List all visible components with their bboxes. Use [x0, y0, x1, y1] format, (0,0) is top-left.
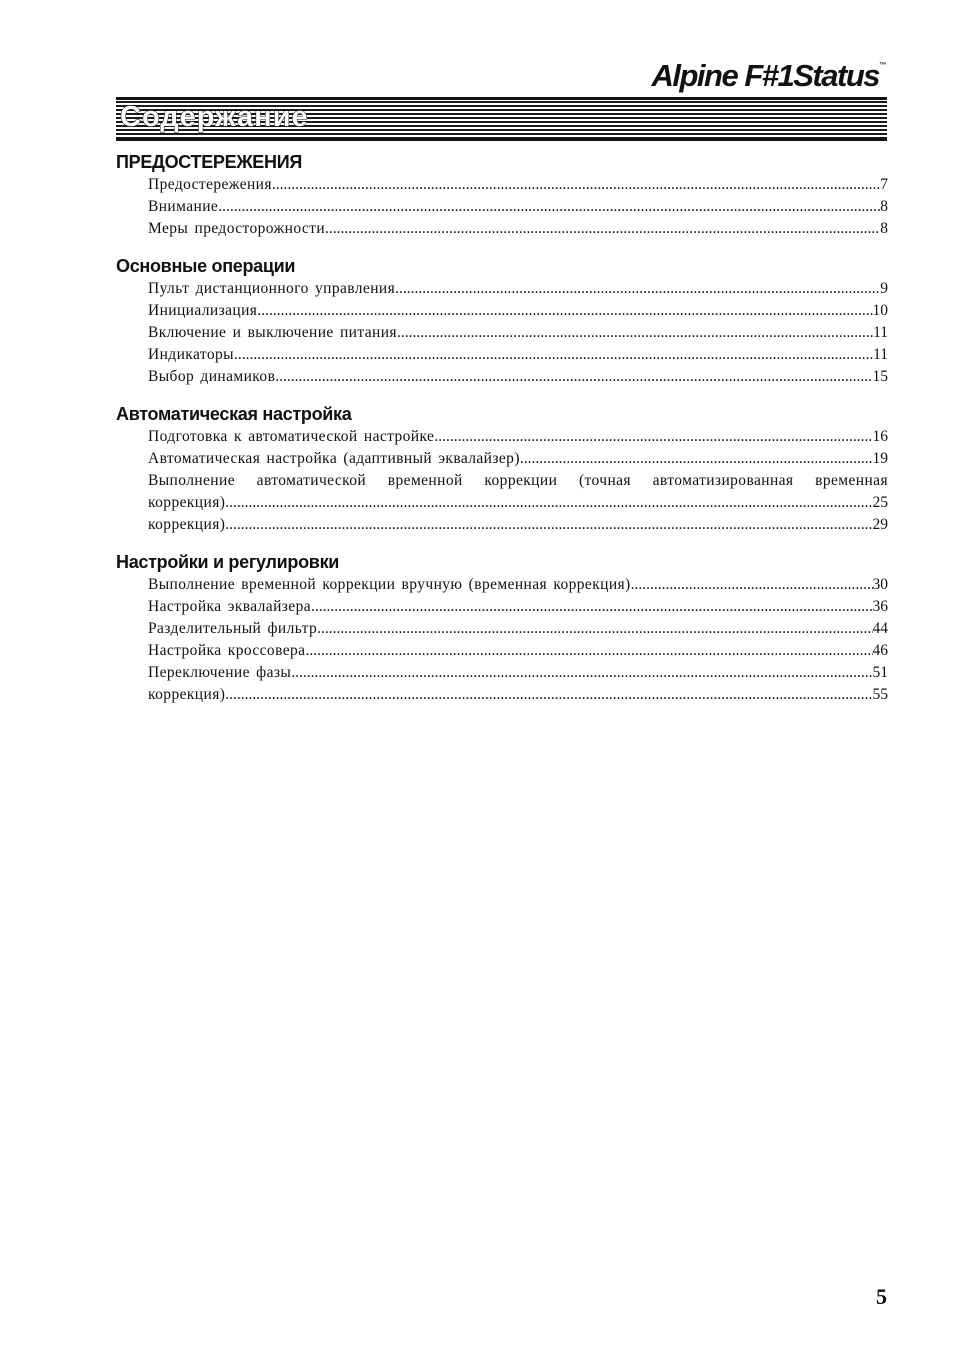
entry-label: Инициализация: [148, 302, 258, 319]
dot-leader: [305, 640, 872, 662]
entry-label: Выбор динамиков: [148, 368, 276, 385]
alpine-f1-status-logo: [652, 60, 887, 91]
entry-label: Включение и выключение питания: [148, 324, 397, 341]
dot-leader: [317, 618, 872, 640]
toc-entry[interactable]: [148, 618, 888, 640]
toc-entry[interactable]: [148, 218, 888, 240]
entry-page: 51: [872, 664, 888, 681]
section-heading: Настройки и регулировки: [116, 552, 340, 572]
toc-section-auto-setup: [116, 402, 888, 536]
entry-page: 19: [872, 450, 888, 467]
toc-entry[interactable]: [148, 640, 888, 662]
entry-page: 7: [880, 176, 888, 193]
dot-leader: [325, 218, 880, 240]
toc-entry[interactable]: [148, 300, 888, 322]
entry-page: 8: [880, 198, 888, 215]
contents-title-bar: [116, 97, 887, 141]
toc-entry[interactable]: [148, 426, 888, 448]
toc-entry[interactable]: [148, 322, 888, 344]
entry-label: Предостережения: [148, 176, 272, 193]
section-heading: ПРЕДОСТЕРЕЖЕНИЯ: [116, 152, 302, 172]
dot-leader: [434, 426, 872, 448]
entry-page: 46: [872, 642, 888, 659]
toc-entry[interactable]: [148, 196, 888, 218]
dot-leader: [225, 684, 872, 706]
dot-leader: [225, 492, 872, 514]
entry-page: 11: [873, 346, 888, 363]
entry-page: 25: [872, 494, 888, 511]
dot-leader: [218, 196, 880, 218]
dot-leader: [291, 662, 872, 684]
entry-label: Меры предосторожности: [148, 220, 326, 237]
entry-label: Выполнение временной коррекции вручную (временная коррекция): [148, 576, 631, 593]
dot-leader: [395, 278, 880, 300]
toc-section-basic-operations: [116, 254, 888, 388]
entry-page: 44: [872, 620, 888, 637]
page-number: 5: [876, 1284, 887, 1309]
dot-leader: [234, 344, 873, 366]
toc-entry[interactable]: [148, 492, 888, 514]
entry-label: коррекция): [148, 494, 226, 511]
entry-page: 36: [872, 598, 888, 615]
toc-entry-first-line[interactable]: Выполнение автоматической временной коррекции (точная автоматизированная временная: [148, 472, 888, 489]
entry-label: Настройка кроссовера: [148, 642, 306, 659]
toc-entry[interactable]: [148, 366, 888, 388]
toc-entry[interactable]: [148, 174, 888, 196]
entry-label: Автоматическая настройка (адаптивный эквалайзер): [148, 450, 520, 467]
dot-leader: [631, 574, 873, 596]
dot-leader: [397, 322, 873, 344]
toc-entry[interactable]: [148, 574, 888, 596]
entry-page: 16: [872, 428, 888, 445]
section-heading: Основные операции: [116, 256, 296, 276]
toc-entry[interactable]: [148, 596, 888, 618]
dot-leader: [311, 596, 872, 618]
toc-entry[interactable]: [148, 514, 888, 536]
entry-page: 8: [880, 220, 888, 237]
entry-label: Переключение фазы: [148, 664, 292, 681]
entry-label: Внимание: [148, 198, 219, 215]
entry-label: Настройка эквалайзера: [148, 598, 312, 615]
entry-page: 10: [872, 302, 888, 319]
entry-label: коррекция): [148, 686, 226, 703]
entry-page: 29: [872, 516, 888, 533]
entry-label: коррекция): [148, 516, 226, 533]
title-bar-bottom-rule: [116, 138, 887, 141]
dot-leader: [275, 366, 872, 388]
table-of-contents: [116, 150, 888, 720]
entry-page: 9: [880, 280, 888, 297]
section-heading: Автоматическая настройка: [116, 404, 352, 424]
entry-page: 15: [872, 368, 888, 385]
entry-page: 11: [873, 324, 888, 341]
logo-text: Alpine F#1Status: [651, 58, 879, 93]
entry-label: Подготовка к автоматической настройке: [148, 428, 435, 445]
dot-leader: [257, 300, 872, 322]
toc-entry[interactable]: [148, 684, 888, 706]
toc-section-settings: [116, 550, 888, 706]
entry-label: Индикаторы: [148, 346, 234, 363]
dot-leader: [225, 514, 872, 536]
toc-entry[interactable]: [148, 662, 888, 684]
page-title: Содержание: [120, 101, 309, 133]
dot-leader: [272, 174, 880, 196]
entry-page: 55: [872, 686, 888, 703]
trademark-mark: ™: [879, 62, 886, 69]
toc-entry[interactable]: [148, 278, 888, 300]
entry-label: Пульт дистанционного управления: [148, 280, 396, 297]
toc-entry[interactable]: [148, 344, 888, 366]
toc-section-precautions: [116, 150, 888, 240]
toc-entry[interactable]: [148, 448, 888, 470]
entry-label: Разделительный фильтр: [148, 620, 318, 637]
dot-leader: [520, 448, 873, 470]
entry-page: 30: [872, 576, 888, 593]
